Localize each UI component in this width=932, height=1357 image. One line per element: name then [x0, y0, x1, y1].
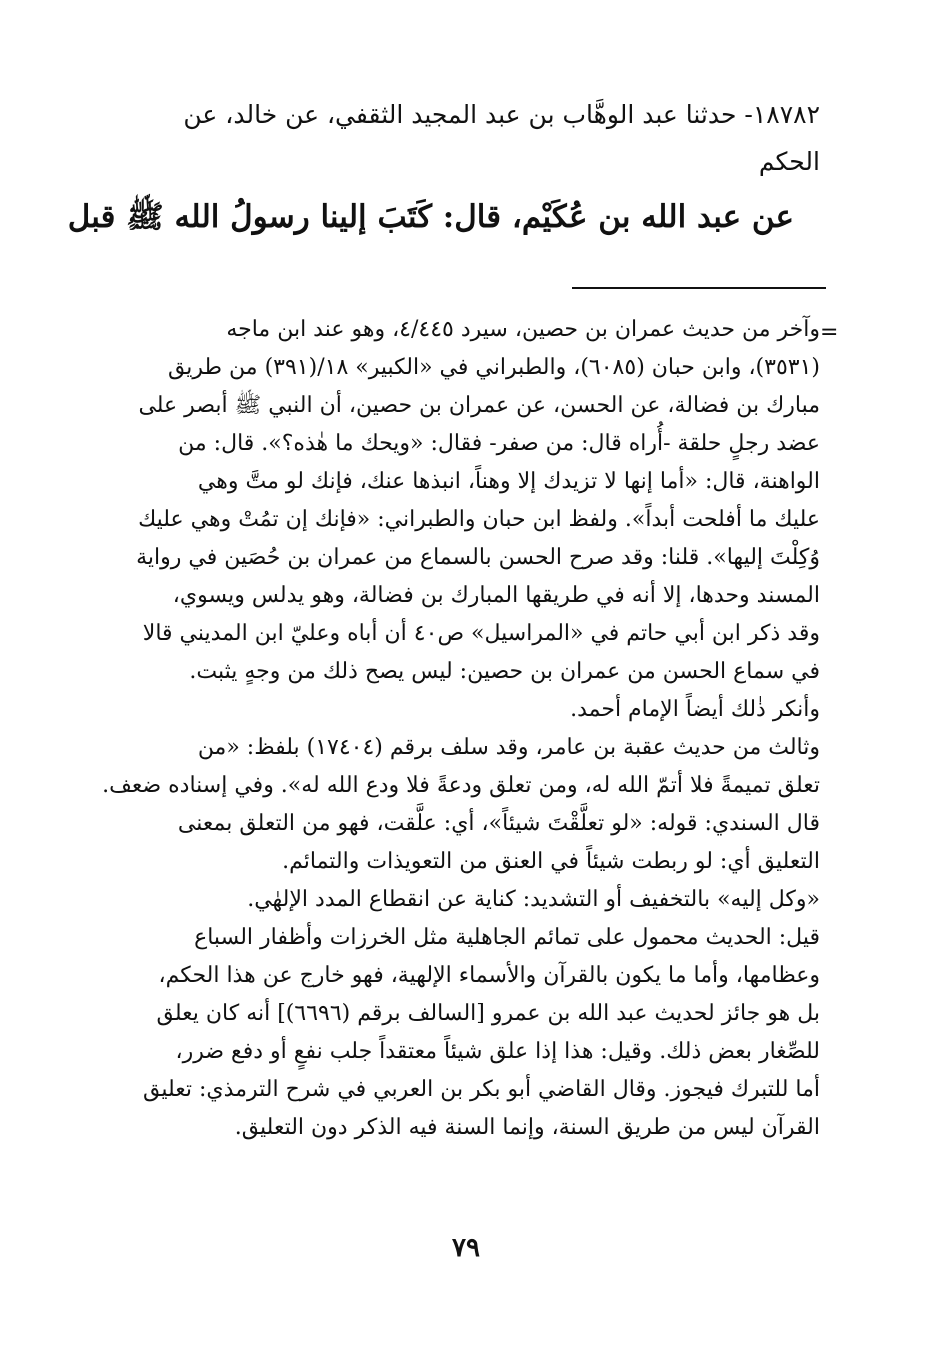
footnote-line: التعليق أي: لو ربطت شيئاً في العنق من التعويذات والتمائم. [282, 849, 820, 874]
footnote-line: عضد رجلٍ حلقة -أُراه قال: من صفر- فقال: «ويحك ما هٰذه؟». قال: من [178, 431, 820, 456]
footnote-line: بل هو جائز لحديث عبد الله بن عمرو [السالف برقم (٦٦٩٦)] أنه كان يعلق [156, 1001, 820, 1026]
footnote-line: (٣٥٣١)، وابن حبان (٦٠٨٥)، والطبراني في «الكبير» ١٨/(٣٩١) من طريق [167, 355, 820, 380]
footnote-line: القرآن ليس من طريق السنة، وإنما السنة فيه الذكر دون التعليق. [234, 1115, 820, 1140]
footnote-line: وأنكر ذٰلك أيضاً الإمام أحمد. [570, 697, 820, 722]
hadith-chain-line-1: ١٨٧٨٢- حدثنا عبد الوهَّاب بن عبد المجيد الثقفي، عن خالد، عن [183, 100, 820, 129]
footnote-line: قال السندي: قوله: «لو تعلَّقْتَ شيئاً»، أي: علَّقت، فهو من التعلق بمعنى [177, 811, 820, 836]
footnote-line: عليك ما أفلحت أبداً». ولفظ ابن حبان والطبراني: «فإنك إن تمُتْ وهي عليك [138, 507, 820, 532]
footnote-line: مبارك بن فضالة، عن الحسن، عن عمران بن حصين، أن النبي ﷺ أبصر على [138, 393, 820, 418]
footnote-separator [572, 287, 826, 289]
footnote-line: الواهنة، قال: «أما إنها لا تزيدك إلا وهناً، انبذها عنك، فإنك لو متَّ وهي [197, 469, 820, 494]
footnote-line: وثالث من حديث عقبة بن عامر، وقد سلف برقم (١٧٤٠٤) بلفظ: «من [197, 735, 820, 760]
hadith-text-line: عن عبد الله بن عُكَيْم، قال: كَتَبَ إلينا رسولُ الله ﷺ قبل [67, 199, 794, 235]
page-number: ٧٩ [452, 1233, 480, 1263]
footnote-line: «وكل إليه» بالتخفيف أو التشديد: كناية عن انقطاع المدد الإلهٰي. [247, 887, 820, 912]
footnote-line: في سماع الحسن من عمران بن حصين: ليس يصح ذلك من وجهٍ يثبت. [189, 659, 820, 684]
footnote-line: وقد ذكر ابن أبي حاتم في «المراسيل» ص٤٠ أن أباه وعليّ ابن المديني قالا [142, 621, 820, 646]
footnote-line: قيل: الحديث محمول على تمائم الجاهلية مثل الخرزات وأظفار السباع [194, 925, 820, 950]
footnote-line: وُكِلْتَ إليها». قلنا: وقد صرح الحسن بالسماع من عمران بن حُصَين في رواية [136, 545, 820, 570]
footnote-line: وآخر من حديث عمران بن حصين، سيرد ٤/٤٤٥، وهو عند ابن ماجه [226, 317, 820, 342]
footnote-line: أما للتبرك فيجوز. وقال القاضي أبو بكر بن العربي في شرح الترمذي: تعليق [143, 1077, 820, 1102]
footnote-line: وعظامها، وأما ما يكون بالقرآن والأسماء الإلهية، فهو خارج عن هذا الحكم، [158, 963, 820, 988]
footnote-line: المسند وحدها، إلا أنه في طريقها المبارك بن فضالة، وهو يدلس ويسوي، [172, 583, 820, 608]
footnote-continuation-mark: = [820, 320, 839, 345]
footnote-line: للصِّغار بعض ذلك. وقيل: هذا إذا علق شيئاً معتقداً جلب نفعٍ أو دفع ضرر، [175, 1039, 820, 1064]
footnote-line: تعلق تميمةً فلا أتمّ الله له، ومن تعلق ودعةً فلا ودع الله له». وفي إسناده ضعف. [102, 773, 820, 798]
hadith-chain-line-2: الحكم [758, 147, 820, 176]
